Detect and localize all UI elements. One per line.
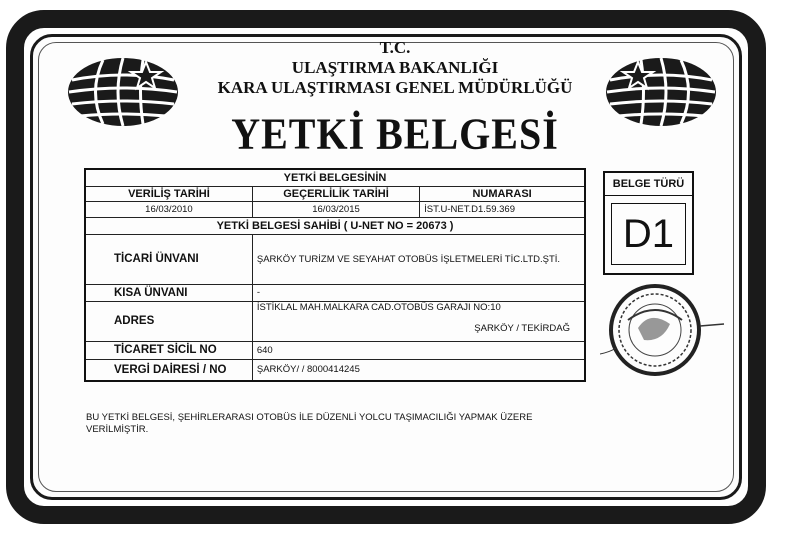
validity-date-value: 16/03/2015: [252, 201, 419, 217]
table-row: [85, 186, 585, 201]
value-trade-name: ŞARKÖY TURİZM VE SEYAHAT OTOBÜS İŞLETMELERİ TİC.LTD.ŞTİ.: [252, 234, 585, 284]
col-header-issue-date: VERİLİŞ TARİHİ: [85, 186, 252, 201]
label-address: ADRES: [85, 301, 252, 341]
issue-date-value: 16/03/2010: [85, 201, 252, 217]
table-row: [85, 341, 585, 359]
table-row: [85, 201, 585, 217]
certificate-type-box: [603, 171, 694, 275]
col-header-number: NUMARASI: [420, 186, 585, 201]
header-tc: T.C.: [379, 38, 411, 57]
table-row: [85, 169, 585, 186]
table-row: [85, 284, 585, 301]
value-short-name: -: [252, 284, 585, 301]
certificate-type-value: D1: [611, 203, 686, 265]
value-tax-office: ŞARKÖY/ / 8000414245: [252, 359, 585, 381]
header-ministry: ULAŞTIRMA BAKANLIĞI: [291, 58, 499, 77]
address-line-2: ŞARKÖY / TEKİRDAĞ: [474, 322, 570, 334]
section-title: YETKİ BELGESİNİN: [85, 169, 585, 186]
official-seal-stamp: [600, 280, 730, 380]
certificate-type-label: BELGE TÜRÜ: [605, 173, 692, 196]
label-trade-name: TİCARİ ÜNVANI: [85, 234, 252, 284]
number-value: İST.U-NET.D1.59.369: [420, 201, 585, 217]
holder-title: YETKİ BELGESİ SAHİBİ ( U-NET NO = 20673 ): [85, 217, 585, 234]
address-line-1: İSTİKLAL MAH.MALKARA CAD.OTOBÜS GARAJI NO:10: [256, 301, 501, 313]
label-tax-office: VERGİ DAİRESİ / NO: [85, 359, 252, 381]
certificate-table: [84, 168, 586, 382]
label-short-name: KISA ÜNVANI: [85, 284, 252, 301]
footer-statement: [86, 412, 556, 436]
label-trade-registry: TİCARET SİCİL NO: [85, 341, 252, 359]
header-directorate: KARA ULAŞTIRMASI GENEL MÜDÜRLÜĞÜ: [217, 78, 573, 97]
footer-line-2: VERİLMİŞTİR.: [86, 424, 149, 435]
table-row: [85, 234, 585, 284]
table-row: [85, 217, 585, 234]
col-header-validity-date: GEÇERLİLİK TARİHİ: [252, 186, 419, 201]
value-address: [252, 301, 585, 341]
table-row: [85, 359, 585, 381]
table-row: [85, 301, 585, 341]
document-title: YETKİ BELGESİ: [231, 108, 559, 159]
value-trade-registry: 640: [252, 341, 585, 359]
footer-line-1: BU YETKİ BELGESİ, ŞEHİRLERARASI OTOBÜS İLE DÜZENLİ YOLCU TAŞIMACILIĞI YAPMAK ÜZERE: [86, 412, 533, 423]
